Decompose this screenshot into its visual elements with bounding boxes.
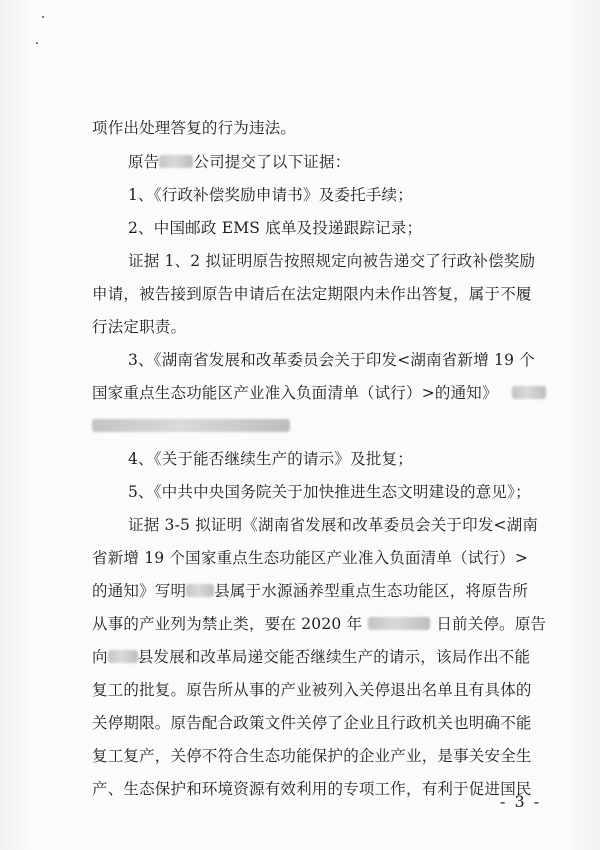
- text-line-14: 省新增 19 个国家重点生态功能区产业准入负面清单（试行）>: [92, 549, 529, 567]
- scan-speck: [36, 42, 38, 44]
- text-line-9: [92, 382, 546, 404]
- redacted-date: [368, 617, 430, 630]
- text-line-20: 复工复产，关停不符合生态功能保护的企业产业，是事关安全生: [92, 747, 532, 765]
- redacted-county-name: [108, 650, 138, 663]
- text-line-5: 证据 1、2 拟证明原告按照规定向被告递交了行政补偿奖励: [128, 252, 536, 270]
- text-line-15: [92, 580, 528, 602]
- text-line-16: [92, 613, 546, 635]
- evidence-item-3: 3、《湖南省发展和改革委员会关于印发<湖南省新增 19 个: [128, 351, 535, 369]
- page-number: - 3 -: [500, 792, 542, 811]
- redacted-document-number: [92, 419, 290, 432]
- text-fragment: 县属于水源涵养型重点生态功能区，将原告所: [214, 582, 529, 600]
- text-line-10: [92, 415, 290, 437]
- text-fragment: 向: [92, 648, 108, 666]
- text-line-21: 产、生态保护和环境资源有效利用的专项工作，有利于促进国民: [92, 780, 532, 798]
- text-fragment: 国家重点生态功能区产业准入负面清单（试行）>的通知》: [92, 384, 498, 402]
- text-fragment: 从事的产业列为禁止类，要在 2020 年: [92, 615, 363, 633]
- text-fragment: 日前关停。原告: [436, 615, 547, 633]
- text-fragment: 县发展和改革局递交能否继续生产的请示，该局作出不能: [137, 648, 531, 666]
- text-line-1: 项作出处理答复的行为违法。: [92, 119, 297, 137]
- scan-speck: [42, 16, 44, 18]
- redacted-company-name: [159, 155, 193, 168]
- text-line-18: 复工的批复。原告所从事的产业被列入关停退出名单且有具体的: [92, 681, 532, 699]
- text-fragment: 原告: [128, 153, 160, 171]
- text-line-7: 行法定职责。: [92, 318, 187, 336]
- text-line-19: 关停期限。原告配合政策文件关停了企业且行政机关也明确不能: [92, 714, 532, 732]
- evidence-item-4: 4、《关于能否继续生产的请示》及批复；: [128, 450, 413, 468]
- text-fragment: 的通知》写明: [92, 582, 187, 600]
- text-line-13: 证据 3-5 拟证明《湖南省发展和改革委员会关于印发<湖南: [128, 516, 539, 534]
- evidence-item-2: 2、中国邮政 EMS 底单及投递跟踪记录；: [128, 219, 423, 237]
- text-fragment: 公司提交了以下证据：: [193, 153, 351, 171]
- text-line-17: [92, 646, 530, 668]
- redacted-document-number: [512, 386, 546, 399]
- evidence-item-1: 1、《行政补偿奖励申请书》及委托手续；: [128, 186, 413, 204]
- text-line-2: [128, 151, 350, 173]
- text-line-6: 申请，被告接到原告申请后在法定期限内未作出答复，属于不履: [92, 285, 532, 303]
- redacted-county-name: [186, 584, 214, 597]
- evidence-item-5: 5、《中共中央国务院关于加快推进生态文明建设的意见》；: [128, 483, 531, 501]
